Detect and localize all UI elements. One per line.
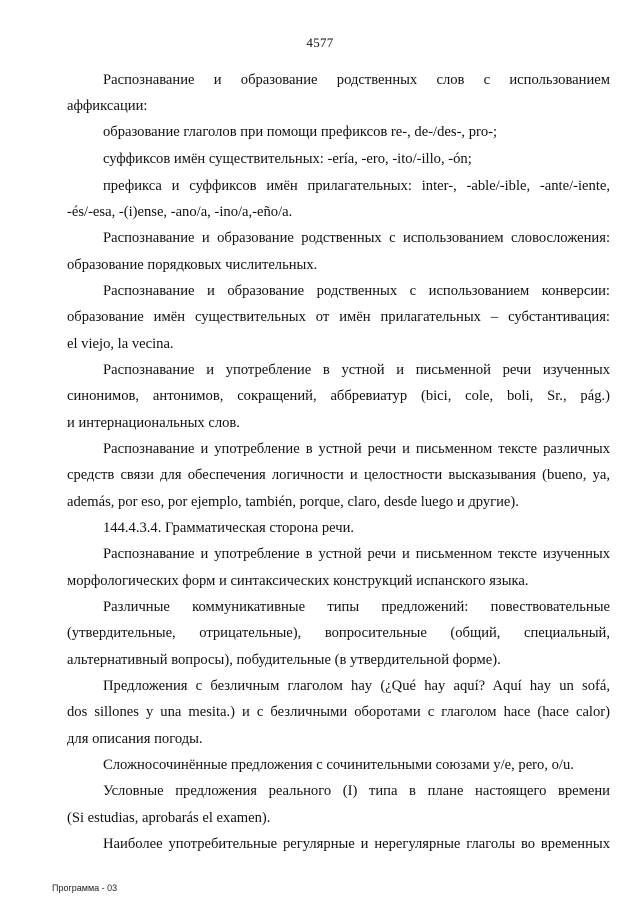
text-line: образование глаголов при помощи префиксов re-, de-/des-, pro-; [103,124,498,140]
section-heading: 144.4.3.4. Грамматическая сторона речи. [103,520,355,536]
text-line: (Si estudias, aprobarás el examen). [67,810,271,826]
text-line: Наиболее употребительные регулярные и нерегулярные глаголы во временных [103,836,610,852]
text-line: Распознавание и употребление в устной и письменной речи изученных [103,362,610,378]
text-line: el viejo, la vecina. [67,336,174,352]
text-line: Распознавание и употребление в устной речи и письменном тексте различных [103,441,610,457]
text-line: для описания погоды. [67,731,203,747]
text-line: Предложения с безличным глаголом hay (¿Qué hay aquí? Aquí hay un sofá, [103,678,610,694]
text-line: префикса и суффиксов имён прилагательных: inter-, -able/-ible, -ante/-iente, [103,178,610,194]
text-line: Распознавание и употребление в устной речи и письменном тексте изученных [103,546,610,562]
page-footer: Программа - 03 [52,883,118,893]
text-line: Сложносочинённые предложения с сочинительными союзами y/e, pero, o/u. [103,757,574,773]
text-line: средств связи для обеспечения логичности и целостности высказывания (bueno, ya, [67,467,610,483]
text-line: Различные коммуникативные типы предложений: повествовательные [103,599,610,615]
text-line: морфологических форм и синтаксических конструкций испанского языка. [67,573,529,589]
text-line: (утвердительные, отрицательные), вопросительные (общий, специальный, [67,625,610,641]
text-line: образование имён существительных от имён прилагательных – субстантивация: [67,309,610,325]
text-line: dos sillones y una mesita.) и с безличными оборотами с глаголом hace (hace calor) [67,704,610,720]
text-line: además, por eso, por ejemplo, también, porque, claro, desde luego и другие). [67,494,519,510]
text-line: Распознавание и образование родственных слов с использованием [103,72,610,88]
text-line: Распознавание и образование родственных с использованием конверсии: [103,283,610,299]
text-line: суффиксов имён существительных: -ería, -ero, -ito/-illo, -ón; [103,151,472,167]
text-line: Распознавание и образование родственных с использованием словосложения: [103,230,610,246]
text-line: синонимов, антонимов, сокращений, аббревиатур (bici, cole, boli, Sr., pág.) [67,388,610,404]
text-line: образование порядковых числительных. [67,257,318,273]
page-number: 4577 [306,35,334,50]
text-line: альтернативный вопросы), побудительные (в утвердительной форме). [67,652,501,668]
text-line: -és/-esa, -(i)ense, -ano/a, -ino/a,-eño/a. [67,204,293,220]
text-line: аффиксации: [67,98,148,114]
text-line: и интернациональных слов. [67,415,240,431]
text-line: Условные предложения реального (I) типа в плане настоящего времени [103,783,610,799]
